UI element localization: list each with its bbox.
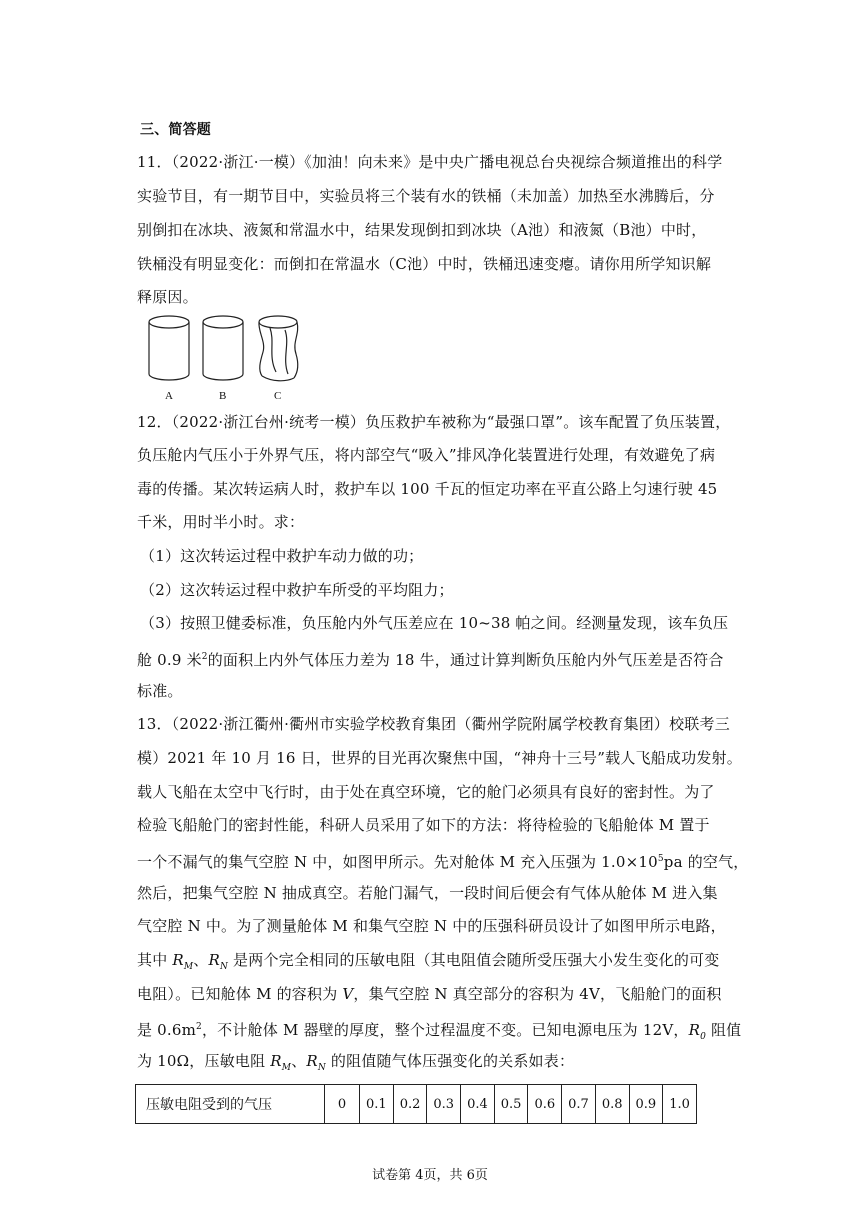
- q13-line-6: 然后，把集气空腔 N 抽成真空。若舱门漏气，一段时间后便会有气体从舱体 M 进入集: [137, 884, 718, 902]
- table-header-cell: 压敏电阻受到的气压: [136, 1085, 325, 1124]
- r-n-symbol-2: R: [306, 1052, 318, 1070]
- q12-line-8: [137, 647, 724, 670]
- r-n-subscript: N: [220, 962, 229, 972]
- q12-subquestion-1: （1）这次转运过程中救护车动力做的功；: [140, 547, 424, 565]
- q11-line-3: 别倒扣在冰块、液氮和常温水中，结果发现倒扣到冰块（A池）和液氮（B池）中时，: [137, 221, 707, 239]
- q13-line-10a: 是 0.6m: [137, 1021, 197, 1039]
- pressure-resistance-table: [135, 1084, 697, 1124]
- page-footer: 试卷第 4页，共 6页: [372, 1168, 488, 1183]
- q13-line-5a: 一个不漏气的集气空腔 N 中，如图甲所示。先对舱体 M 充入压强为 1.0×10: [137, 853, 658, 871]
- q13-line-10-sup: 2: [196, 1022, 202, 1032]
- q11-line-2: 实验节目，有一期节目中，实验员将三个装有水的铁桶（未加盖）加热至水沸腾后，分: [137, 187, 715, 205]
- table-cell: 0.6: [528, 1085, 562, 1124]
- q13-line-8: [137, 950, 719, 977]
- q13-line-5: [137, 849, 749, 872]
- r-n-subscript-2: N: [317, 1063, 326, 1073]
- table-cell: 0.4: [461, 1085, 495, 1124]
- figure-label-c: C: [274, 390, 282, 402]
- table-cell: 0.3: [427, 1085, 461, 1124]
- q13-line-3: 载人飞船在太空中飞行时，由于处在真空环境，它的舱门必须具有良好的密封性。为了: [137, 783, 715, 801]
- r-m-symbol: R: [172, 951, 184, 969]
- q13-line-8b: 是两个完全相同的压敏电阻（其电阻值会随所受压强大小发生变化的可变: [228, 951, 720, 969]
- v-symbol: V: [342, 985, 354, 1003]
- table-cell: 1.0: [663, 1085, 697, 1124]
- table-row: [136, 1085, 697, 1124]
- q13-line-9a: 电阻）。已知舱体 M 的容积为: [137, 985, 343, 1003]
- r0-symbol: R: [688, 1021, 701, 1039]
- q11-line-5: 释原因。: [137, 288, 198, 306]
- q13-line-10b: ，不计舱体 M 器壁的厚度，整个过程温度不变。已知电源电压为 12V，: [201, 1021, 689, 1039]
- q13-line-8a: 其中: [137, 951, 173, 969]
- q13-line-11: [137, 1051, 574, 1078]
- bucket-figure: [140, 312, 310, 404]
- table-cell: 0.2: [393, 1085, 427, 1124]
- q12-line-3: 毒的传播。某次转运病人时，救护车以 100 千瓦的恒定功率在平直公路上匀速行驶 45: [137, 480, 718, 498]
- q13-line-11-sep: 、: [291, 1052, 307, 1070]
- q11-line-4: 铁桶没有明显变化：而倒扣在常温水（C池）中时，铁桶迅速变瘪。请你用所学知识解: [137, 255, 712, 273]
- q12-line-4: 千米，用时半小时。求：: [137, 513, 305, 531]
- q12-line-8-sup: 2: [201, 652, 208, 662]
- r0-subscript: 0: [700, 1032, 707, 1042]
- q11-line-1: 11．（2022·浙江·一模）《加油！向未来》是中央广播电视总台央视综合频道推出的科学: [137, 153, 723, 171]
- q12-subquestion-2: （2）这次转运过程中救护车所受的平均阻力；: [140, 581, 454, 599]
- q12-line-8-post: 的面积上内外气体压力差为 18 牛，通过计算判断负压舱内外气压差是否符合: [207, 651, 724, 669]
- table-cell: 0.1: [360, 1085, 394, 1124]
- q12-line-8-pre: 舱 0.9 米: [137, 651, 202, 669]
- q13-line-10c: 阻值: [706, 1021, 742, 1039]
- q13-line-8-sep: 、: [193, 951, 209, 969]
- q13-line-11a: 为 10Ω，压敏电阻: [137, 1052, 271, 1070]
- q13-line-9b: ，集气空腔 N 真空部分的容积为 4V，飞船舱门的面积: [353, 985, 722, 1003]
- q13-line-7: 气空腔 N 中。为了测量舱体 M 和集气空腔 N 中的压强科研员设计了如图甲所示电路，: [137, 917, 726, 935]
- table-cell: 0.9: [629, 1085, 663, 1124]
- q12-line-1: 12．（2022·浙江台州·统考一模）负压救护车被称为“最强口罩”。该车配置了负压装置，: [137, 413, 731, 431]
- q12-subquestion-3: （3）按照卫健委标准，负压舱内外气压差应在 10~38 帕之间。经测量发现，该车负压: [140, 614, 729, 632]
- q13-line-4: 检验飞船舱门的密封性能，科研人员采用了如下的方法：将待检验的飞船舱体 M 置于: [137, 816, 710, 834]
- section-title: 三、简答题: [140, 122, 211, 138]
- r-n-symbol: R: [208, 951, 220, 969]
- q13-line-9: [137, 984, 722, 1004]
- q13-line-10: [137, 1017, 741, 1047]
- table-cell: 0.8: [595, 1085, 629, 1124]
- r-m-subscript-2: M: [281, 1063, 292, 1073]
- table-cell: 0: [325, 1085, 360, 1124]
- figure-label-a: A: [165, 390, 173, 402]
- q12-line-9: 标准。: [137, 682, 183, 700]
- table-cell: 0.7: [562, 1085, 596, 1124]
- q13-line-5b: pa 的空气，: [663, 853, 749, 871]
- q13-line-11b: 的阻值随气体压强变化的关系如表：: [325, 1052, 575, 1070]
- q12-line-2: 负压舱内气压小于外界气压，将内部空气“吸入”排风净化装置进行处理，有效避免了病: [137, 446, 716, 464]
- q13-line-2: 模）2021 年 10 月 16 日，世界的目光再次聚焦中国，“神舟十三号”载人飞船成功发射。: [137, 749, 742, 767]
- q13-line-5-sup: 5: [657, 854, 664, 864]
- r-m-symbol-2: R: [270, 1052, 282, 1070]
- r-m-subscript: M: [183, 962, 194, 972]
- figure-label-b: B: [219, 390, 227, 402]
- q13-line-1: 13．（2022·浙江衢州·衢州市实验学校教育集团（衢州学院附属学校教育集团）校联考三: [137, 715, 730, 733]
- buckets-illustration: [140, 312, 310, 387]
- table-cell: 0.5: [494, 1085, 528, 1124]
